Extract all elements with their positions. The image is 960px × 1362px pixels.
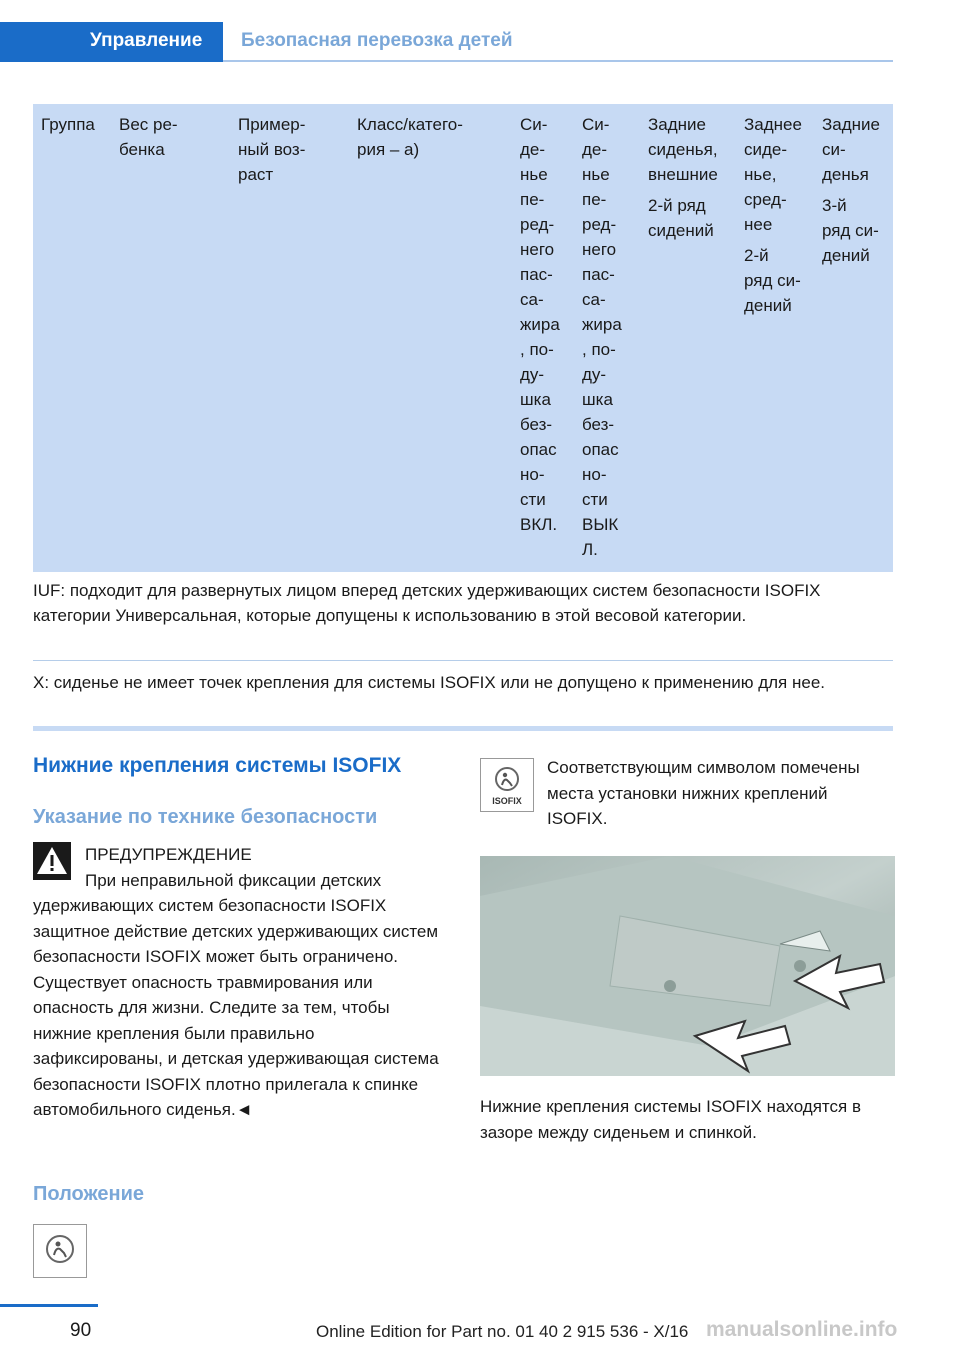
note-iuf: IUF: подходит для развернутых лицом вперед детских удерживающих систем безопасности ISOFIX категории Универсальная, которые допущены к использованию в этой весовой категории.	[33, 581, 821, 625]
table-header-front-off: Си- де- нье пе- ред- него пас- са- жира , по- ду- шка без- опас но- сти ВЫК Л.	[582, 115, 622, 559]
note-x: X: сиденье не имеет точек крепления для системы ISOFIX или не допущено к применению для нее.	[33, 673, 826, 692]
safety-subheading: Указание по технике безопасности	[33, 806, 378, 828]
seat-anchor-photo	[480, 856, 895, 1076]
table-header-rear-third: Задние си- денья 3-й ряд си- дений	[822, 115, 880, 265]
table-header-group: Группа	[41, 115, 95, 134]
warning-block	[33, 842, 443, 1123]
edition-info: Online Edition for Part no. 01 40 2 915 536 - X/16	[316, 1322, 689, 1341]
table-header-front-on: Си- де- нье пе- ред- него пас- са- жира , по- ду- шка без- опас но- сти ВКЛ.	[520, 115, 560, 534]
child-seat-icon	[33, 1224, 87, 1278]
table-header-age: Пример- ный воз- раст	[238, 115, 306, 184]
isofix-icon	[480, 758, 534, 812]
compatibility-table	[33, 104, 893, 572]
section-label: Управление	[90, 30, 203, 51]
position-heading: Положение	[33, 1183, 145, 1205]
isofix-icon-label: ISOFIX	[492, 796, 522, 806]
watermark: manualsonline.info	[706, 1318, 898, 1341]
photo-caption: Нижние крепления системы ISOFIX находятся в зазоре между сиденьем и спинкой.	[480, 1097, 861, 1142]
table-header-rear-middle: Заднее сиде- нье, сред- нее 2-й ряд си- дений	[744, 115, 802, 315]
header-divider	[223, 60, 893, 62]
table-header-weight: Вес ре- бенка	[119, 115, 178, 159]
warning-title: ПРЕДУПРЕЖДЕНИЕ	[85, 845, 252, 864]
section-divider	[33, 726, 893, 731]
page-number: 90	[70, 1320, 92, 1341]
section-tab[interactable]	[0, 22, 223, 62]
symbol-description: Соответствующим символом помечены места установки нижних креплений ISOFIX.	[547, 758, 860, 828]
warning-text: При неправильной фиксации детских удерживающих систем безопасности ISOFIX защитное действие детских удерживающих систем безопасности ISOFIX может быть ограничено. Существует опасность травмирования или опасность для жизни. Следите за тем, чтобы нижние крепления были правильно зафиксированы, и детская удерживающая система безопасности ISOFIX плотно прилегала к спинке автомобильного сиденья.◄	[33, 870, 439, 1119]
footer-accent	[0, 1304, 98, 1307]
page-header	[0, 22, 893, 62]
note-divider	[33, 660, 893, 661]
table-header-rear-outer: Задние сиденья, внешние 2-й ряд сидений	[648, 115, 718, 240]
section-heading: Нижние крепления системы ISOFIX	[33, 754, 402, 777]
table-header-class: Класс/катего- рия – а)	[357, 115, 463, 159]
subsection-title: Безопасная перевозка детей	[241, 30, 513, 51]
